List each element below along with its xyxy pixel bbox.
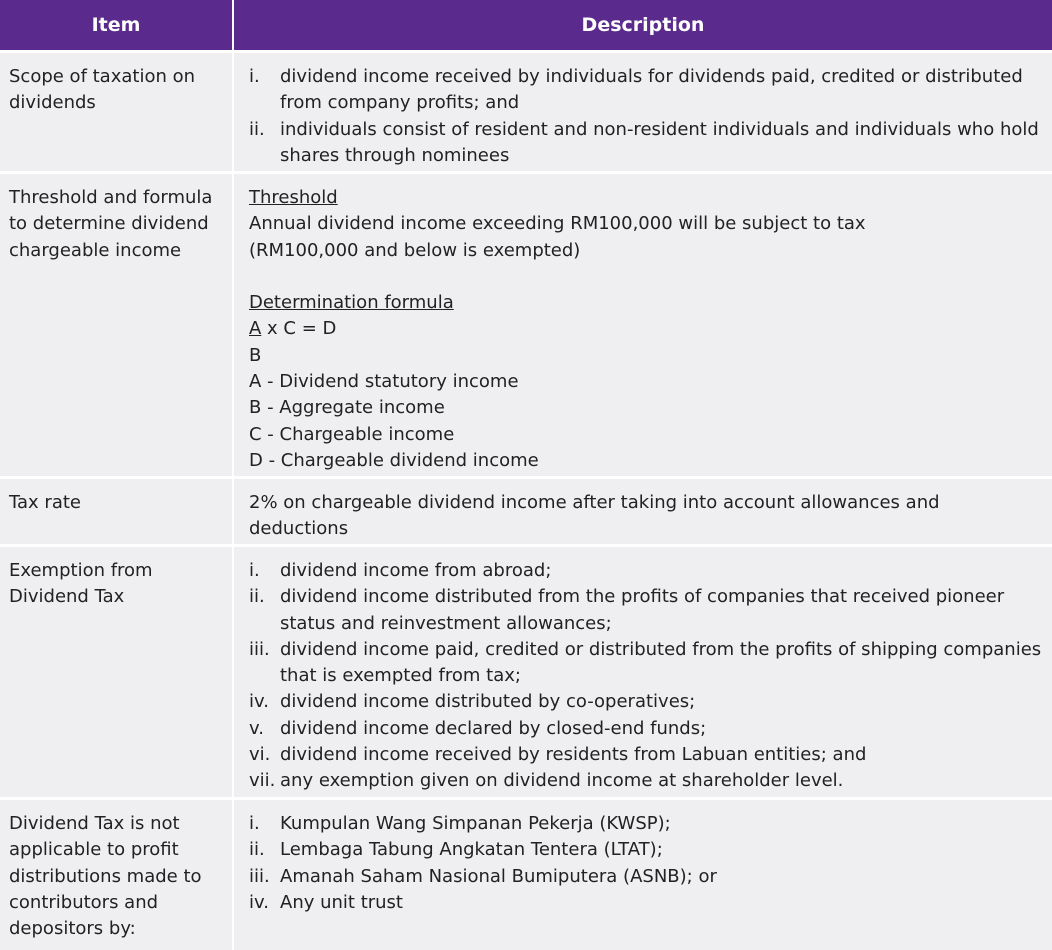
list-number: iv.: [249, 891, 269, 913]
list-number: ii.: [249, 839, 265, 861]
item-cell: Dividend Tax is not applicable to profit distributions made to contributors and depositors by:: [9, 813, 202, 940]
list-text: dividend income paid, credited or distributed from the profits of shipping companies that is exempted from tax;: [280, 638, 1042, 687]
list-item: [249, 716, 1044, 742]
threshold-note: (RM100,000 and below is exempted): [249, 239, 581, 261]
definition-item: C - Chargeable income: [249, 423, 455, 445]
definition-item: A - Dividend statutory income: [249, 371, 519, 393]
item-cell: Scope of taxation on dividends: [9, 66, 196, 114]
list-text: Any unit trust: [280, 891, 403, 913]
item-cell: Tax rate: [9, 492, 81, 513]
list-text: dividend income distributed from the profits of companies that received pioneer status and reinvestment allowances;: [280, 586, 1005, 634]
list-number: vii.: [249, 770, 276, 792]
list-item: [249, 689, 1044, 715]
list-item: [249, 584, 1044, 637]
list-text: dividend income distributed by co-operatives;: [280, 691, 696, 713]
definition-item: B - Aggregate income: [249, 397, 445, 419]
list-item: [249, 742, 1044, 768]
threshold-heading: Threshold: [249, 187, 338, 208]
list-number: i.: [249, 66, 260, 87]
list-item: [249, 637, 1044, 690]
list-item: [249, 558, 1044, 584]
list-number: v.: [249, 717, 264, 739]
list-number: vi.: [249, 744, 271, 766]
list-text: dividend income received by individuals for dividends paid, credited or distributed from company profits; and: [280, 66, 1023, 114]
list-number: iii.: [249, 865, 270, 887]
item-cell: Exemption from Dividend Tax: [9, 560, 153, 608]
list-text: Kumpulan Wang Simpanan Pekerja (KWSP);: [280, 813, 671, 834]
table-header: [0, 0, 1052, 50]
list-number: iv.: [249, 691, 269, 713]
list-item: [249, 864, 1044, 890]
list-number: iii.: [249, 638, 270, 660]
description-cell: [234, 547, 1052, 797]
list-text: Lembaga Tabung Angkatan Tentera (LTAT);: [280, 839, 663, 861]
list-text: individuals consist of resident and non-resident individuals and individuals who hold shares through nominees: [280, 118, 1039, 166]
description-cell: [234, 174, 1052, 476]
description-cell: [234, 53, 1052, 171]
list-number: ii.: [249, 118, 265, 140]
list-item: [249, 117, 1044, 170]
list-item: [249, 837, 1044, 863]
table-row-exemption: [0, 547, 1052, 797]
header-item: Item: [91, 14, 141, 36]
formula-rest: x C = D: [261, 318, 337, 340]
table-row-not-applicable: [0, 800, 1052, 950]
list-item: [249, 890, 1044, 916]
formula-line: [249, 316, 1044, 342]
description-cell: [234, 800, 1052, 950]
list-text: any exemption given on dividend income at shareholder level.: [280, 770, 844, 792]
list-number: i.: [249, 813, 260, 834]
formula-denominator: B: [249, 344, 262, 366]
list-item: [249, 811, 1044, 837]
definition-item: D - Chargeable dividend income: [249, 449, 539, 471]
item-cell: Threshold and formula to determine dividend chargeable income: [9, 187, 213, 261]
list-item: [249, 768, 1044, 794]
list-item: [249, 64, 1044, 117]
description-cell: 2% on chargeable dividend income after taking into account allowances and deductions: [249, 492, 940, 540]
list-text: dividend income received by residents from Labuan entities; and: [280, 744, 867, 766]
list-text: dividend income from abroad;: [280, 560, 552, 581]
table-row-threshold: [0, 174, 1052, 476]
formula-numerator: A: [249, 318, 262, 340]
formula-heading: Determination formula: [249, 292, 454, 314]
list-text: dividend income declared by closed-end funds;: [280, 717, 707, 739]
list-number: i.: [249, 560, 260, 581]
header-description: Description: [581, 14, 705, 36]
threshold-line: Annual dividend income exceeding RM100,000 will be subject to tax: [249, 213, 866, 235]
table-row-scope: [0, 53, 1052, 171]
table-row-tax-rate: [0, 479, 1052, 544]
list-text: Amanah Saham Nasional Bumiputera (ASNB); or: [280, 865, 717, 887]
list-number: ii.: [249, 586, 265, 608]
spacer: [249, 264, 1044, 290]
